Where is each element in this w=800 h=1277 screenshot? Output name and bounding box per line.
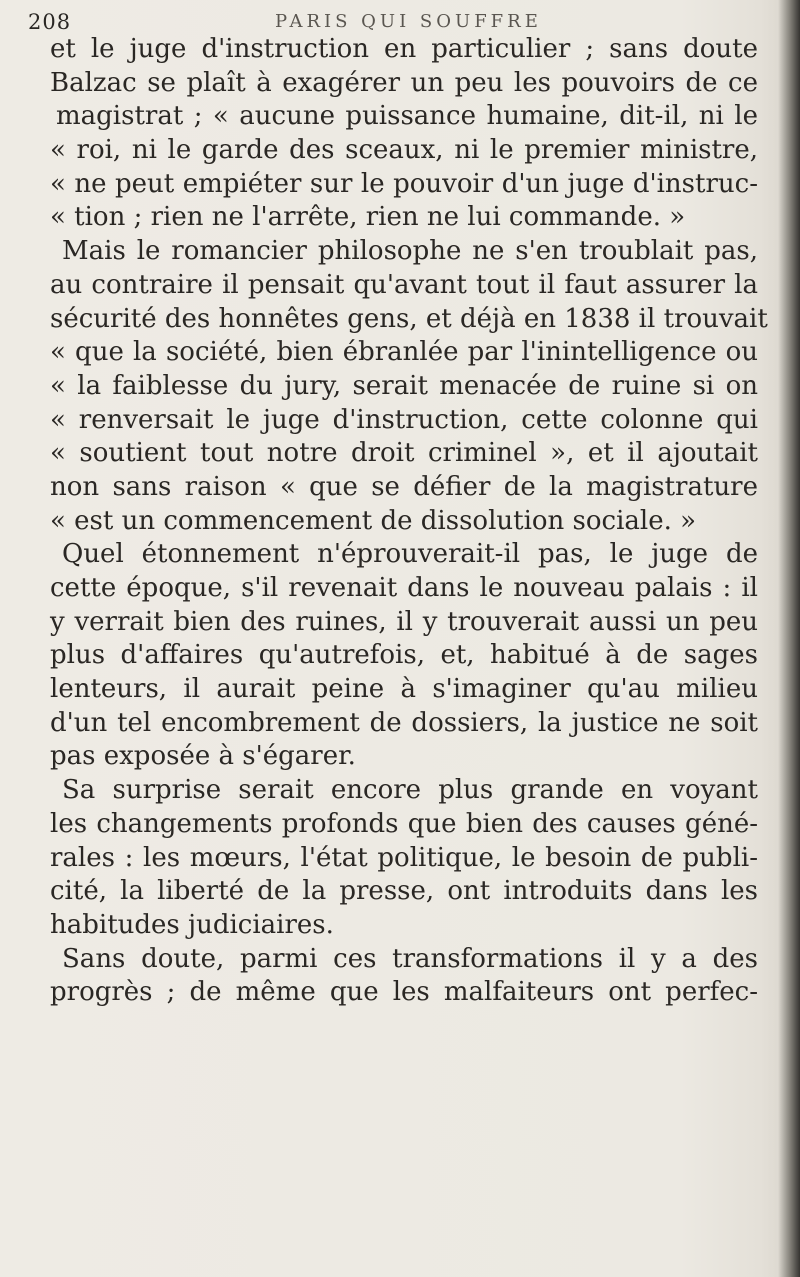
text-line: habitudes judiciaires.: [50, 909, 334, 940]
text-line: Balzac se plaît à exagérer un peu les pouvoirs de ce: [50, 67, 758, 98]
text-line: cette époque, s'il revenait dans le nouveau palais : il: [50, 573, 758, 603]
text-line: et le juge d'instruction en particulier ; sans doute: [50, 34, 758, 64]
text-line: « tion ; rien ne l'arrête, rien ne lui commande. »: [50, 202, 686, 233]
running-title: PARIS QUI SOUFFRE: [275, 11, 542, 32]
text-line: Sa surprise serait encore plus grande en voyant: [62, 775, 758, 806]
text-line: progrès ; de même que les malfaiteurs ont perfec-: [50, 977, 758, 1008]
text-line: non sans raison « que se défier de la magistrature: [50, 471, 758, 502]
page-edge-shadow: [778, 0, 800, 1277]
text-line: magistrat ; « aucune puissance humaine, dit-il, ni le: [56, 101, 758, 132]
text-line: rales : les mœurs, l'état politique, le besoin de publi-: [50, 842, 758, 873]
page-header: [28, 6, 758, 36]
text-line: Mais le romancier philosophe ne s'en troublait pas,: [62, 236, 758, 267]
text-line: « la faiblesse du jury, serait menacée de ruine si on: [50, 370, 758, 401]
text-line: les changements profonds que bien des causes géné-: [50, 808, 758, 839]
text-line: « soutient tout notre droit criminel », et il ajoutait: [50, 438, 758, 469]
text-line: « renversait le juge d'instruction, cette colonne qui: [50, 404, 758, 435]
text-line: « ne peut empiéter sur le pouvoir d'un juge d'instruc-: [50, 168, 758, 199]
text-line: lenteurs, il aurait peine à s'imaginer qu'au milieu: [50, 674, 758, 705]
text-line: cité, la liberté de la presse, ont introduits dans les: [50, 876, 758, 907]
text-line: « est un commencement de dissolution sociale. »: [50, 505, 697, 536]
text-line: au contraire il pensait qu'avant tout il faut assurer la: [50, 269, 758, 300]
body-text: [50, 33, 768, 1010]
text-line: pas exposée à s'égarer.: [50, 741, 356, 772]
text-line: « que la société, bien ébranlée par l'inintelligence ou: [50, 337, 758, 368]
text-line: sécurité des honnêtes gens, et déjà en 1838 il trouvait: [50, 303, 768, 334]
text-line: d'un tel encombrement de dossiers, la justice ne soit: [50, 707, 758, 738]
page-number: 208: [28, 10, 72, 34]
text-line: « roi, ni le garde des sceaux, ni le premier ministre,: [50, 135, 758, 166]
text-line: Sans doute, parmi ces transformations il y a des: [62, 943, 758, 974]
text-line: y verrait bien des ruines, il y trouverait aussi un peu: [50, 606, 758, 637]
text-line: Quel étonnement n'éprouverait-il pas, le juge de: [62, 539, 758, 570]
text-line: plus d'affaires qu'autrefois, et, habitué à de sages: [50, 640, 758, 671]
